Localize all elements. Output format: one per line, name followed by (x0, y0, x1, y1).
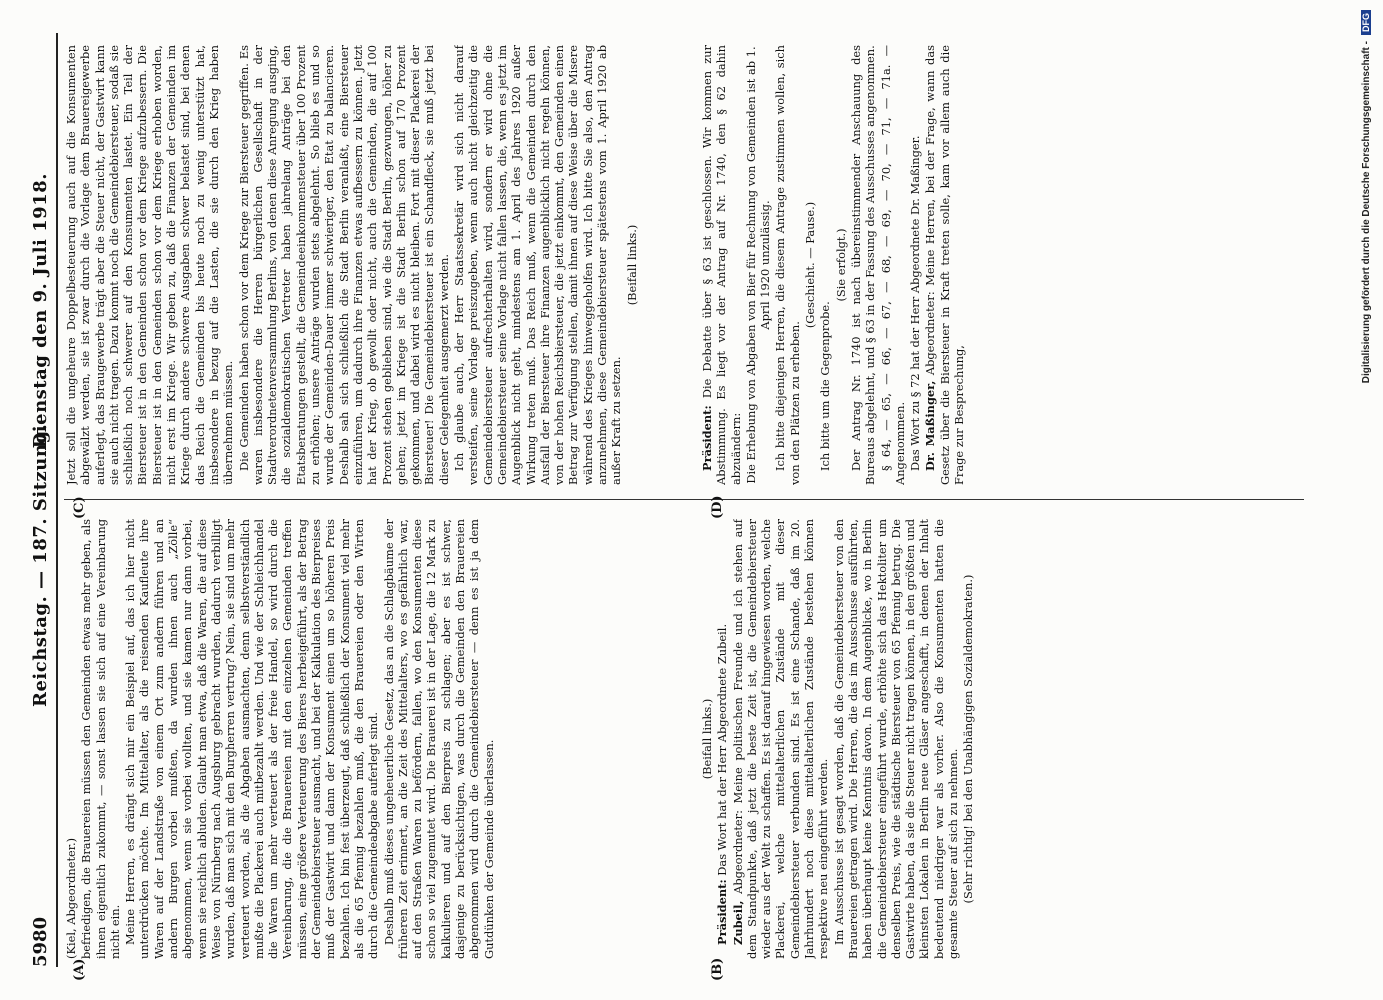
margin-mark-a: (A) (72, 958, 87, 981)
speech-text: Das Wort hat der Herr Abgeordnete Zubeil. (715, 623, 730, 876)
rotated-content (20, 15, 1350, 985)
digitization-credit (1361, 10, 1375, 990)
speaker-label: Dr. Maßinger, (923, 380, 938, 471)
left-column-lower (700, 519, 1300, 959)
speech-text: Abgeordneter: Meine politischen Freunde und ich stehen auf dem Standpunkte, daß jetzt die beste Zeit ist, die Gemeindebiersteuer wieder aus der Welt zu schaffen. Es ist darauf hingewiesen worden, welche Plackerei, welche mittelalterlichen Zustände mit dieser Gemeindebiersteuer verbunden sind. Es ist eine Schande, daß im 20. Jahrhundert noch diese mittelalterlichen Zustände bestehen können respektive neu eingeführt werden. (730, 519, 831, 959)
left-column-upper (64, 519, 684, 959)
credit-text: Digitalisierung gefördert durch die Deutsche Forschungsgemeinschaft - (1361, 41, 1372, 384)
page-date: Dienstag den 9. Juli 1918. (30, 173, 51, 449)
speaker-label: Präsident: (700, 405, 714, 471)
quoted-motion: Die Erhebung von Abgaben von Bier für Rechnung von Gemeinden ist ab 1. April 1920 unzulässig. (743, 46, 773, 484)
page-number: 5980 (30, 916, 51, 967)
speaker-label: Zubeil, (730, 900, 745, 945)
paragraph: Die Gemeinden haben schon vor dem Kriege zur Biersteuer gegriffen. Es waren insbesondere die Herren bürgerlichen Gesellschaft in der Stadtverordnetenversammlung Berlins, von denen diese Anregung ausging, die sozialdemokratischen Vertreter haben jahrelang Anträge bei den Etatsberatungen gestellt, die Gemeindeeinkommensteuer über 100 Prozent zu erhöhen; unsere Anträge wurden stets abgelehnt. So blieb es und so wurde der Gemeinden-Dauer immer schwieriger, den Etat zu balancieren. Deshalb sah sich schließlich die Stadt Berlin veranlaßt, eine Biersteuer einzuführen, um dadurch ihre Finanzen etwas aufbessern zu können. Jetzt hat der Krieg, ob gewollt oder nicht, auch die Gemeinden, die auf 100 Prozent stehen geblieben sind, wie die Stadt Berlin, gezwungen, höher zu gehen; jetzt im Kriege ist die Stadt Berlin schon auf 170 Prozent gekommen, und dabei wird es nicht bleiben. Fort mit dieser Plackerei der Biersteuer! Die Gemeindebiersteuer ist ein Schandfleck, sie muß jetzt bei dieser Gelegenheit ausgemerzt werden. (236, 45, 451, 485)
speaker-label: Präsident: (715, 879, 730, 945)
speech-text: Die Debatte über § 63 ist geschlossen. Wir kommen zur Abstimmung. Es liegt vor der Antrag auf Nr. 1740, den § 62 dahin abzuändern: (700, 45, 743, 485)
paragraph: Ich bitte diejenigen Herren, die diesem Antrage zustimmen wollen, sich von den Plätzen zu erheben. (773, 45, 802, 485)
paragraph: Ich bitte um die Gegenprobe. (818, 301, 833, 471)
speech-text: Abgeordneter: Meine Herren, bei der Frage, wann das Gesetz über die Biersteuer in Kraft treten solle, kam vor allem auch die Frage zur Besprechung, (923, 45, 967, 485)
paragraph: Das Wort zu § 72 hat der Herr Abgeordnete Dr. Maßinger. (908, 135, 923, 471)
interjection: (Sehr richtig! bei den Unabhängigen Sozialdemokraten.) (961, 574, 976, 904)
right-column-lower (700, 45, 1300, 485)
newspaper-sheet (20, 15, 1350, 985)
margin-mark-d: (D) (710, 495, 725, 519)
speaker-tag: (Kiel, Abgeordneter.) (64, 837, 78, 959)
margin-mark-c: (C) (72, 496, 87, 519)
stage-note: (Geschieht. — Pause.) (803, 201, 818, 329)
paragraph: Ich glaube auch, der Herr Staatssekretär wird sich nicht darauf versteifen, seine Vorlage preiszugeben, wenn auch nicht gleichzeitig die Gemeindebiersteuer aufrechterhalten wird, sondern er wird ohne die Gemeindebiersteuer seine Vorlage nicht fallen lassen, die, wenn es jetzt im Augenblick nicht geht, mindestens am 1. April des Jahres 1920 außer Wirkung treten muß. Das Reich muß, wenn die Gemeinden durch den Ausfall der Biersteuer ihre Finanzen augenblicklich nicht regeln können, von der hohen Reichsbiersteuer, die jetzt einkommt, den Gemeinden einen Betrag zur Verfügung stellen, damit ihnen auf diese Weise über die Misere während des Krieges hinweggeholfen wird. Ich bitte Sie also, den Antrag anzunehmen, diese Gemeindebiersteuer spätestens vom 1. April 1920 ab außer Kraft zu setzen. (452, 45, 624, 485)
paragraph: Meine Herren, es drängt sich mir ein Beispiel auf, das ich hier nicht unterdrücken möchte. Im Mittelalter, als die reisenden Kaufleute ihre Waren auf der Landstraße von einem Ort zum andern führen und an andern Burgen vorbei mußten, da wurden ihnen auch „Zölle“ abgenommen, wenn sie vorbei wollten, und sie kamen nur dann vorbei, wenn sie reichlich abluden. Glaubt man etwa, daß die Waren, die auf diese Weise von Nürnberg nach Augsburg gebracht wurden, dadurch verbilligt wurden, daß man sich mit den Burgherren vertrug? Nein, sie sind um mehr verteuert worden, als die Abgaben ausmachten, denn selbstverständlich mußte die Plackerei auch mitbezahlt werden. Und wie der Schleichhandel die Waren um mehr verteuert als der freie Handel, so wird durch die Vereinbarung, die die Brauereien mit den einzelnen Gemeinden treffen müssen, eine größere Verteuerung des Bieres herbeigeführt, als der Betrag der Gemeindebiersteuer ausmacht, und bei der Kalkulation des Bierpreises muß der Gastwirt und dann der Konsument einen um so höheren Preis bezahlen. Ich bin fest überzeugt, daß schließlich der Konsument viel mehr als die 65 Pfennig bezahlen muß, die den Brauereien oder den Wirten durch die Gemeindeabgabe auferlegt sind. (123, 519, 381, 959)
paragraph: Der Antrag Nr. 1740 ist nach übereinstimmender Anschauung des Bureaus abgelehnt, und § 63 in der Fassung des Ausschusses angenommen. (848, 45, 878, 485)
page-header (28, 33, 58, 967)
applause-note: (Beifall links.) (700, 698, 714, 780)
right-column-upper (64, 45, 684, 485)
paragraph: Im Ausschusse ist gesagt worden, daß die Gemeindebiersteuer von den Brauereien getragen wird. Die Herren, die das im Ausschusse ausführten, haben überhaupt keine Kenntnis davon. In dem Augenblicke, wo in Berlin die Gemeindebiersteuer eingeführt wurde, erhöhte sich das Hektoliter um denselben Preis, wie die städtische Biersteuer von 65 Pfennig betrug. Die Gastwirte haben, da sie die Steuer nicht tragen können, in den größten und kleinsten Lokalen in Berlin neue Gläser angeschafft, in denen der Inhalt bedeutend niedriger war als vorher. Also die Konsumenten hatten die gesamte Steuer auf sich zu nehmen. (831, 519, 961, 959)
paragraph: Jetzt soll die ungeheure Doppelbesteuerung auch auf die Konsumenten abgewälzt werden, sie ist zwar durch die Vorlage dem Brauereigewerbe auferlegt, das Braugewerbe trägt aber die Steuer nicht, der Gastwirt kann sie auch nicht tragen. Dazu kommt noch die Gemeindebiersteuer, sodaß sie schließlich noch schwerer auf den Konsumenten lastet. Ein Teil der Biersteuer ist in den Gemeinden schon vor dem Kriege aufzubessern. Die Biersteuer ist in den Gemeinden schon vor dem Kriege erhoben worden, nicht erst im Kriege. Wir geben zu, daß die Finanzen der Gemeinden im Kriege durch andere schwere Ausgaben schwer belastet sind, bei denen das Reich die Gemeinden bis heute noch zu wenig unterstützt hat, insbesondere in bezug auf die Lasten, die sie durch den Krieg haben übernehmen müssen. (64, 45, 236, 485)
paragraph: § 64, — 65, — 66, — 67, — 68, — 69, — 70, — 71, — 71a. — Angenommen. (878, 45, 907, 485)
paragraph: Deshalb muß dieses ungeheuerliche Gesetz, das an die Schlagbäume der früheren Zeit erinnert, an die Zeit des Mittelalters, wo es gefährlich war, auf den Straßen Waren zu befördern, fallen, wo den Konsumenten diese schon so viel zugemutet wird. Die Brauerei ist in der Lage, die 12 Mark zu kalkulieren und auf den Bierpreis zu schlagen; aber es ist schwer, dasjenige zu berücksichtigen, was durch die Gemeinden den Brauereien abgenommen wird durch die Gemeindebiersteuer — denn es ist ja dem Gutdünken der Gemeinde überlassen. (381, 519, 496, 959)
paragraph: befriedigen, die Brauereien müssen den Gemeinden etwas mehr geben, als ihnen eigentlich zukommt, — sonst lassen sie sich auf eine Vereinbarung nicht ein. (79, 519, 122, 959)
applause-note: (Beifall links.) (624, 224, 639, 306)
page-title: Reichstag. — 187. Sitzung. (30, 423, 51, 707)
column-divider (64, 499, 1304, 500)
dfg-logo: DFG (1361, 10, 1371, 35)
margin-mark-b: (B) (710, 957, 725, 981)
stage-note: (Sie erfolgt.) (833, 228, 848, 302)
